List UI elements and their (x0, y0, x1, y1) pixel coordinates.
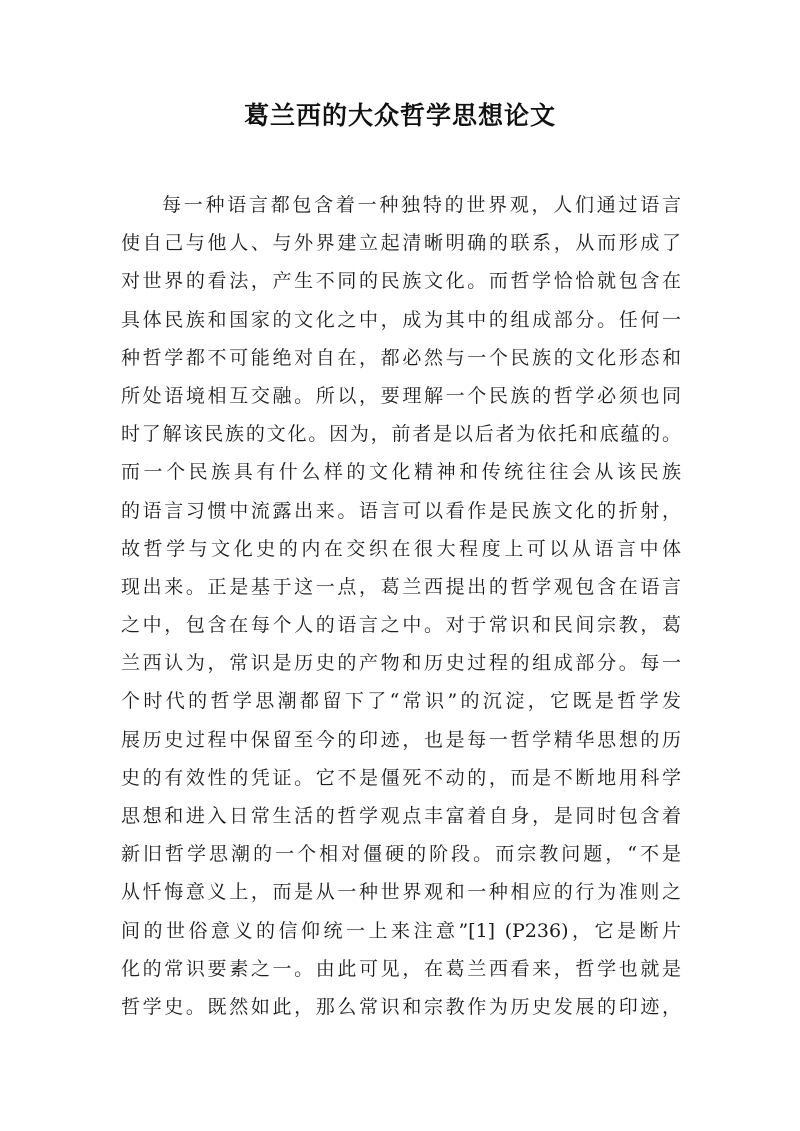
body-paragraph (121, 186, 681, 1026)
document-title: 葛兰西的大众哲学思想论文 (243, 101, 556, 130)
paragraph-line: 间的世俗意义的信仰统一上来注意”[1] (P236)，它是断片 (121, 919, 681, 942)
paragraph-line: 具体民族和国家的文化之中，成为其中的组成部分。任何一 (121, 308, 681, 331)
paragraph-line: 之中，包含在每个人的语言之中。对于常识和民间宗教，葛 (121, 614, 681, 637)
paragraph-line: 所处语境相互交融。所以，要理解一个民族的哲学必须也同 (121, 384, 681, 407)
paragraph-line: 使自己与他人、与外界建立起清晰明确的联系，从而形成了 (121, 232, 681, 255)
paragraph-line: 化的常识要素之一。由此可见，在葛兰西看来，哲学也就是 (121, 957, 681, 980)
paragraph-line: 哲学史。既然如此，那么常识和宗教作为历史发展的印迹， (121, 995, 681, 1018)
paragraph-line: 从忏悔意义上，而是从一种世界观和一种相应的行为准则之 (121, 881, 681, 904)
paragraph-line: 时了解该民族的文化。因为，前者是以后者为依托和底蕴的。 (121, 423, 681, 446)
paragraph-line: 种哲学都不可能绝对自在，都必然与一个民族的文化形态和 (121, 346, 681, 369)
paragraph-line: 思想和进入日常生活的哲学观点丰富着自身，是同时包含着 (121, 805, 681, 827)
paragraph-line: 而一个民族具有什么样的文化精神和传统往往会从该民族 (121, 461, 681, 484)
paragraph-line: 史的有效性的凭证。它不是僵死不动的，而是不断地用科学 (121, 766, 681, 789)
paragraph-line: 的语言习惯中流露出来。语言可以看作是民族文化的折射， (121, 499, 681, 522)
paragraph-line: 展历史过程中保留至今的印迹，也是每一哲学精华思想的历 (121, 728, 681, 751)
paragraph-line: 现出来。正是基于这一点，葛兰西提出的哲学观包含在语言 (121, 575, 681, 598)
paragraph-line: 每一种语言都包含着一种独特的世界观，人们通过语言 (162, 194, 681, 216)
paragraph-line: 个时代的哲学思潮都留下了“常识”的沉淀，它既是哲学发 (121, 690, 681, 713)
paragraph-line: 对世界的看法，产生不同的民族文化。而哲学恰恰就包含在 (121, 270, 681, 293)
paragraph-line: 新旧哲学思潮的一个相对僵硬的阶段。而宗教问题，“不是 (121, 843, 681, 866)
paragraph-line: 兰西认为，常识是历史的产物和历史过程的组成部分。每一 (121, 652, 681, 675)
paragraph-line: 故哲学与文化史的内在交织在很大程度上可以从语言中体 (121, 537, 681, 560)
